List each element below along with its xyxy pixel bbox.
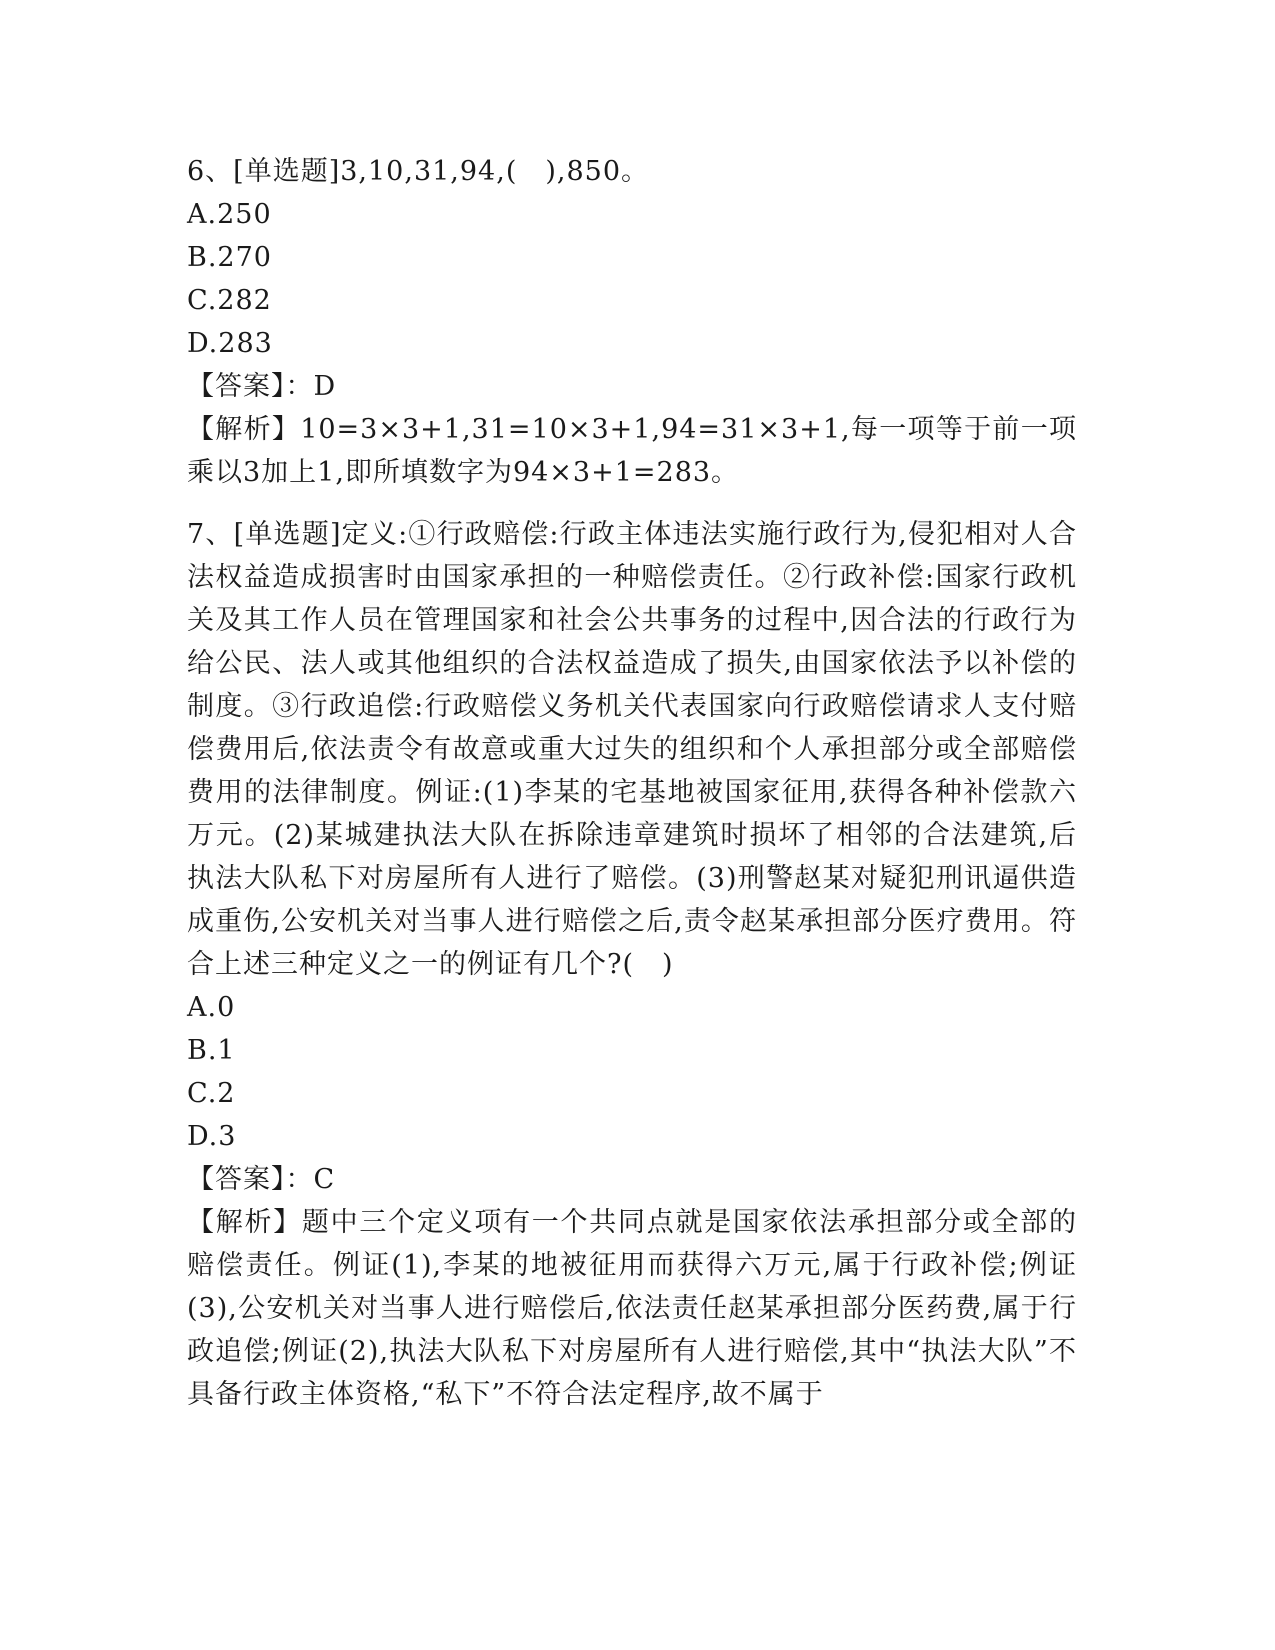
- option-b: B.1: [187, 1035, 236, 1066]
- question-7: [187, 513, 1077, 1416]
- explanation: 【解析】题中三个定义项有一个共同点就是国家依法承担部分或全部的赔偿责任。例证(1),李某的地被征用而获得六万元,属于行政补偿;例证(3),公安机关对当事人进行赔偿后,依法责任赵某承担部分医药费,属于行政追偿;例证(2),执法大队私下对房屋所有人进行赔偿,其中“执法大队”不具备行政主体资格,“私下”不符合法定程序,故不属于: [187, 1207, 1077, 1410]
- question-stem: 6、[单选题]3,10,31,94,( ),850。: [187, 156, 650, 187]
- option-a: A.0: [187, 992, 236, 1023]
- option-d: D.283: [187, 328, 273, 359]
- question-6: [187, 150, 1077, 494]
- option-c: C.2: [187, 1078, 236, 1109]
- explanation: 【解析】10=3×3+1,31=10×3+1,94=31×3+1,每一项等于前一项乘以3加上1,即所填数字为94×3+1=283。: [187, 414, 1077, 488]
- answer: 【答案】：D: [187, 371, 337, 402]
- question-stem: 7、[单选题]定义:①行政赔偿:行政主体违法实施行政行为,侵犯相对人合法权益造成损害时由国家承担的一种赔偿责任。②行政补偿:国家行政机关及其工作人员在管理国家和社会公共事务的过程中,因合法的行政行为给公民、法人或其他组织的合法权益造成了损失,由国家依法予以补偿的制度。③行政追偿:行政赔偿义务机关代表国家向行政赔偿请求人支付赔偿费用后,依法责令有故意或重大过失的组织和个人承担部分或全部赔偿费用的法律制度。例证:(1)李某的宅基地被国家征用,获得各种补偿款六万元。(2)某城建执法大队在拆除违章建筑时损坏了相邻的合法建筑,后执法大队私下对房屋所有人进行了赔偿。(3)刑警赵某对疑犯刑讯逼供造成重伤,公安机关对当事人进行赔偿之后,责令赵某承担部分医疗费用。符合上述三种定义之一的例证有几个?( ): [187, 519, 1077, 980]
- option-b: B.270: [187, 242, 272, 273]
- option-c: C.282: [187, 285, 272, 316]
- answer: 【答案】：C: [187, 1164, 336, 1195]
- option-d: D.3: [187, 1121, 237, 1152]
- option-a: A.250: [187, 199, 272, 230]
